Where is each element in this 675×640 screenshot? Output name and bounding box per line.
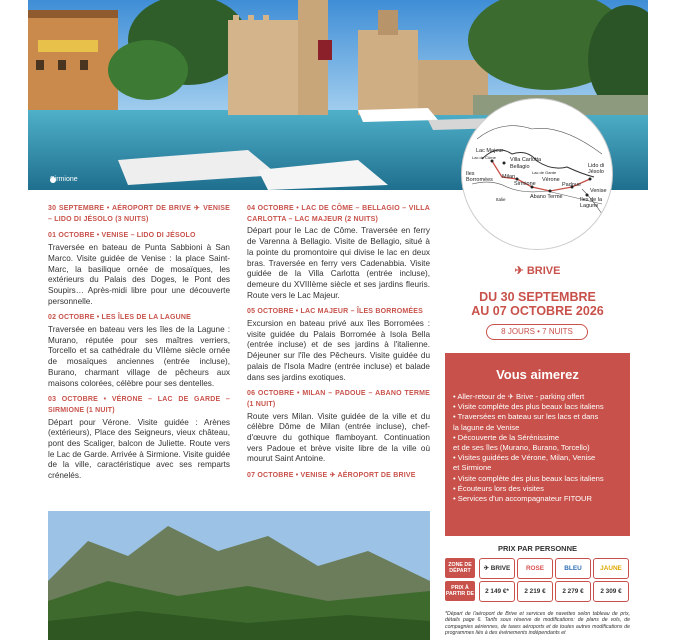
photo-caption: Sirmione (50, 176, 78, 183)
day-text: Départ pour le Lac de Côme. Traversée en ferry de Varenna à Bellagio. Visite de Bellagio, situé à la pointe du promontoire qui divise le lac en deux bras. Traversée en ferry vers Cadenabbia. Visite guidée de la Villa Carlotta (entrée incluse), demeure du XVIIIème siècle et ses jardins fleuris. Route vers le Lac Majeur. (247, 226, 430, 300)
map-label: Iles Borromées (466, 171, 493, 183)
highlight-item: • Aller-retour de ✈ Brive - parking offert (453, 392, 585, 401)
trip-dates: DU 30 SEPTEMBRE AU 07 OCTOBRE 2026 (471, 290, 604, 318)
map-label: Padoue (562, 182, 581, 188)
day-title: 03 OCTOBRE • VÉRONE – LAC DE GARDE – SIRMIONE (1 NUIT) (48, 396, 230, 414)
map-label: Iles de la Lagune (580, 197, 603, 209)
highlight-item: • Écouteurs lors des visites (453, 483, 544, 493)
price-footnote: *Départ de l'aéroport de Brive et services de navettes selon tableau de prix, détails page 6. Tarifs sous réserve de modifications: de plans de vols, de compagnies aériennes, de taxes aéroports et de toutes autres modifications de programmes liés à des événements indépendants et (445, 611, 630, 636)
day-text: Excursion en bateau privé aux îles Borromées : visite guidée du Palais Borromée à Isola Bella (entrée incluse) et de ses jardins à l'italienne. Déjeuner sur l'île des Pêcheurs. Visite guidée du palais de l'Isola Madre (entrée incluse) et balade dans ses jardins exotiques. (247, 319, 430, 382)
highlight-item: et Sirmione (453, 463, 492, 473)
day-title: 01 OCTOBRE • VENISE – LIDO DI JÉSOLO (48, 232, 196, 240)
highlight-item: • Services d'un accompagnateur FITOUR (453, 494, 593, 504)
highlight-item: • Visite complète des plus beaux lacs italiens (453, 473, 604, 483)
price-rose: 2 219 € (517, 581, 553, 602)
day-title: 05 OCTOBRE • LAC MAJEUR – ÎLES BORROMÉES (247, 308, 424, 316)
zone-bleu: BLEU (555, 558, 591, 579)
zone-brive: ✈ BRIVE (479, 558, 515, 579)
day-title: 04 OCTOBRE • LAC DE CÔME – BELLAGIO – VILLA CARLOTTA – LAC MAJEUR (2 NUITS) (247, 205, 430, 223)
zone-rose: ROSE (517, 558, 553, 579)
map-label: Bellagio (510, 164, 530, 170)
map-label: Villa Carlotta (510, 157, 542, 163)
map-label: Milan (502, 174, 516, 180)
day-title: 30 SEPTEMBRE • AÉROPORT DE BRIVE ✈ VENISE – LIDO DI JÉSOLO (3 NUITS) (48, 205, 230, 223)
highlight-item: • Découverte de la Sérénissime (453, 432, 560, 442)
map-label: Lido di Jésolo (588, 163, 605, 175)
day-text: Route vers Milan. Visite guidée de la ville et du célèbre Dôme de Milan (entrée incluse), chef-d'œuvre du gothique flamboyant. Continuation vers Padoue et brève visite libre de la ville où mourut Saint Antoine. (247, 411, 430, 464)
highlight-item: • Visites guidées de Vérone, Milan, Venise (453, 453, 596, 463)
map-label: Lac de Garde (532, 170, 557, 175)
map-label: Lac de Côme (472, 155, 496, 160)
highlight-item: • Visite complète des plus beaux lacs italiens (453, 402, 604, 412)
map-label: Lac Majeur (476, 148, 504, 154)
price-title: PRIX PAR PERSONNE (497, 544, 578, 553)
duration-badge: 8 JOURS • 7 NUITS (486, 324, 588, 340)
price-bleu: 2 279 € (555, 581, 591, 602)
zone-jaune: JAUNE (593, 558, 629, 579)
highlight-item: la lagune de Venise (453, 422, 520, 432)
departure-city: ✈ BRIVE (514, 265, 561, 277)
lake-photo (48, 511, 430, 640)
itinerary-middle-column (247, 204, 430, 488)
highlights-title: Vous aimerez (496, 367, 579, 382)
zone-label: ZONE DE DÉPART (445, 558, 475, 578)
price-table (445, 556, 630, 602)
from-label: PRIX À PARTIR DE (445, 581, 475, 601)
map-label: Italie (496, 197, 506, 202)
day-text: Traversée en bateau de Punta Sabbioni à San Marco. Visite guidée de Venise : la place Saint-Marc, la basilique ornée de mosaïques, les extérieurs du Palais des Doges, le Pont des Soupirs… Après-midi libre pour une découverte personnelle. (48, 243, 230, 306)
highlights-box (445, 353, 630, 536)
day-title: 06 OCTOBRE • MILAN – PADOUE – ABANO TERME (1 NUIT) (247, 390, 430, 408)
map-label: Sirmione (514, 181, 536, 187)
map-label: Venise (590, 188, 607, 194)
day-text: Traversée en bateau vers les îles de la Lagune : Murano, réputée pour ses maîtres verriers, Torcello et sa cathédrale du VIIème siècle ornée de mosaïques anciennes (entrée incluse), Burano, charmant village de pêcheurs aux maisons colorées, célèbre pour ses dentelles. (48, 325, 230, 388)
day-title: 02 OCTOBRE • LES ÎLES DE LA LAGUNE (48, 314, 192, 322)
highlight-item: • Traversées en bateau sur les lacs et dans (453, 412, 599, 422)
price-brive: 2 149 €* (479, 581, 515, 602)
day-title: 07 OCTOBRE • VENISE ✈ AÉROPORT DE BRIVE (247, 472, 416, 480)
price-jaune: 2 309 € (593, 581, 629, 602)
itinerary-left-column (48, 204, 230, 488)
map-label: Vérone (542, 177, 560, 183)
itinerary-map (461, 98, 613, 250)
day-text: Départ pour Vérone. Visite guidée : Arènes (extérieurs), Place des Seigneurs, vieux château, pont des Scaliger, balcon de Juliette. Route vers le Lac de Garde. Arrivée à Sirmione. Visite guidée de la ville, caractéristique avec ses remparts crénelés. (48, 417, 230, 481)
highlight-item: et de ses îles (Murano, Burano, Torcello) (453, 443, 590, 453)
map-label: Abano Terme (530, 194, 563, 200)
